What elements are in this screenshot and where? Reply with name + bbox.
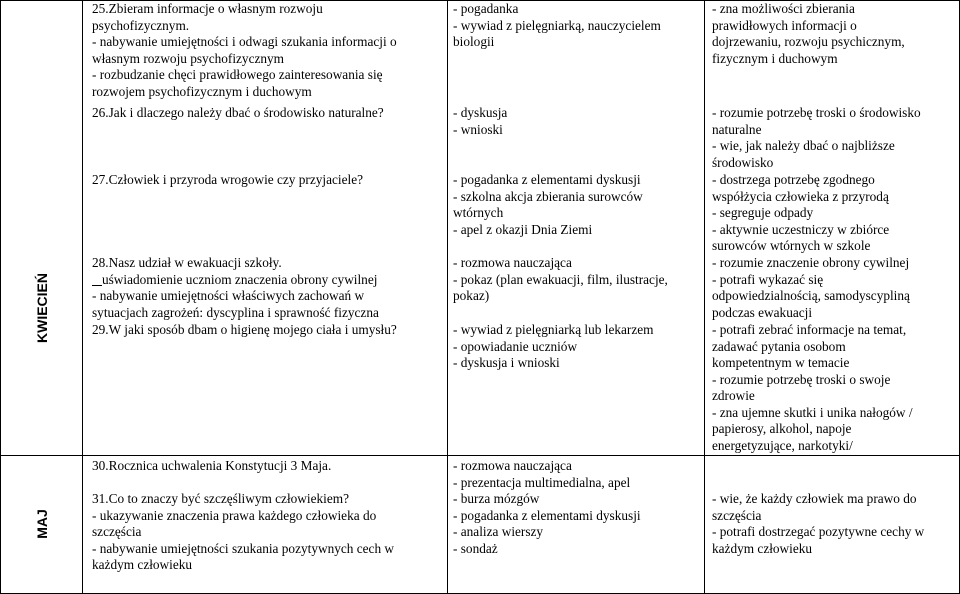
methods-cell: [453, 105, 507, 138]
outcome-item: współżycia człowieka z przyrodą: [712, 188, 889, 204]
outcome-item: - segreguje odpady: [712, 205, 814, 220]
outcome-item: - wie, jak należy dbać o najbliższe: [712, 138, 895, 153]
method-item: - analiza wierszy: [453, 524, 544, 539]
column-divider: [704, 0, 705, 594]
method-item: - wywiad z pielęgniarką, nauczycielem: [453, 17, 661, 33]
outcome-item: energetyzujące, narkotyki/: [712, 437, 853, 453]
outcome-item: środowisko: [712, 154, 774, 170]
outcome-item: prawidłowych informacji o: [712, 17, 857, 33]
outcome-item: kompetentnym w temacie: [712, 355, 850, 370]
outcome-item: każdym człowieku: [712, 540, 813, 556]
outcomes-cell: [712, 491, 924, 557]
outcome-item: fizycznym i duchowym: [712, 50, 838, 66]
dash-underline: ​: [92, 271, 102, 287]
outcome-item: - zna ujemne skutki i unika nałogów /: [712, 404, 913, 420]
topic-cell: [92, 172, 363, 189]
outcome-item: szczęścia: [712, 507, 762, 523]
methods-cell: [453, 322, 653, 372]
topic-title: 29.W jaki sposób dbam o higienę mojego ciała i umysłu?: [92, 322, 397, 337]
methods-cell: [453, 255, 668, 305]
method-item: - rozmowa nauczająca: [453, 255, 572, 270]
outcome-item: - rozumie potrzebę troski o środowisko: [712, 105, 921, 120]
outcome-item: - zna możliwości zbierania: [712, 1, 855, 16]
outcomes-cell: [712, 105, 921, 171]
topic-title: 30.Rocznica uchwalenia Konstytucji 3 Maja.: [92, 458, 332, 473]
topic-line: [92, 272, 379, 289]
outcome-item: podczas ewakuacji: [712, 304, 813, 320]
method-item: - rozmowa nauczająca: [453, 458, 572, 473]
outcome-item: - rozumie potrzebę troski o swoje: [712, 371, 891, 387]
month-label-april: KWIECIEŃ: [34, 273, 50, 343]
outcome-item: - potrafi zebrać informacje na temat,: [712, 322, 907, 337]
outcome-item: papierosy, alkohol, napoje: [712, 421, 852, 436]
outcome-item: - rozumie znaczenie obrony cywilnej: [712, 255, 910, 270]
method-item: - sondaż: [453, 540, 498, 556]
column-divider: [82, 0, 83, 594]
method-item: - opowiadanie uczniów: [453, 338, 578, 354]
topic-cell: [92, 255, 379, 321]
topic-line: psychofizycznym.: [92, 17, 190, 33]
month-label-may: MAJ: [34, 509, 50, 539]
method-item: wtórnych: [453, 205, 504, 220]
outcome-item: surowców wtórnych w szkole: [712, 238, 871, 253]
outcomes-cell: [712, 172, 889, 255]
outcome-item: odpowiedzialnością, samodyscypliną: [712, 288, 910, 303]
topic-title: 31.Co to znaczy być szczęśliwym człowiekiem?: [92, 491, 349, 506]
topic-title: 25.Zbieram informacje o własnym rozwoju: [92, 1, 323, 16]
outcome-item: - wie, że każdy człowiek ma prawo do: [712, 491, 917, 506]
method-item: - apel z okazji Dnia Ziemi: [453, 221, 593, 237]
methods-cell: [453, 458, 630, 491]
topic-line: - nabywanie umiejętności właściwych zachowań w: [92, 288, 365, 303]
topic-title: 27.Człowiek i przyroda wrogowie czy przyjaciele?: [92, 172, 363, 187]
outcome-item: zadawać pytania osobom: [712, 338, 846, 354]
methods-cell: [453, 172, 643, 238]
outcome-item: zdrowie: [712, 388, 755, 403]
topic-line: - nabywanie umiejętności i odwagi szukania informacji o: [92, 34, 397, 49]
method-item: - burza mózgów: [453, 491, 540, 506]
topic-line: - nabywanie umiejętności szukania pozytywnych cech w: [92, 540, 395, 556]
topic-cell: [92, 1, 397, 100]
method-item: - dyskusja i wnioski: [453, 355, 560, 370]
method-item: - prezentacja multimedialna, apel: [453, 474, 631, 490]
outcomes-cell: [712, 322, 913, 454]
method-item: - pogadanka z elementami dyskusji: [453, 172, 641, 187]
outcome-item: - aktywnie uczestniczy w zbiórce: [712, 221, 890, 237]
topic-line: szczęścia: [92, 524, 142, 539]
column-divider: [447, 0, 448, 594]
topic-title: 26.Jak i dlaczego należy dbać o środowisko naturalne?: [92, 105, 384, 120]
topic-cell: [92, 458, 331, 475]
topic-line: własnym rozwoju psychofizycznym: [92, 50, 285, 66]
method-item: - pogadanka: [453, 1, 519, 16]
topic-line: - rozbudzanie chęci prawidłowego zainteresowania się: [92, 67, 383, 82]
topic-line: rozwojem psychofizycznym i duchowym: [92, 83, 312, 99]
topic-line: każdym człowieku: [92, 557, 193, 572]
topic-cell: [92, 105, 384, 122]
topic-line: - ukazywanie znaczenia prawa każdego człowieka do: [92, 507, 377, 523]
outcome-item: - potrafi wykazać się: [712, 271, 824, 287]
method-item: biologii: [453, 34, 495, 49]
method-item: - szkolna akcja zbierania surowców: [453, 188, 643, 204]
topic-title: 28.Nasz udział w ewakuacji szkoły.: [92, 255, 282, 270]
outcome-item: naturalne: [712, 121, 762, 137]
topic-line-text: uświadomienie uczniom znaczenia obrony cywilnej: [101, 271, 378, 287]
outcomes-cell: [712, 1, 905, 67]
topic-cell: [92, 491, 394, 574]
method-item: - wnioski: [453, 121, 503, 137]
method-item: - pogadanka z elementami dyskusji: [453, 507, 641, 523]
outcome-item: dojrzewaniu, rozwoju psychicznym,: [712, 34, 905, 49]
methods-cell: [453, 491, 641, 557]
outcome-item: - potrafi dostrzegać pozytywne cechy w: [712, 524, 925, 539]
outcomes-cell: [712, 255, 910, 321]
month-divider: [0, 455, 960, 456]
outcome-item: - dostrzega potrzebę zgodnego: [712, 172, 875, 187]
topic-line: sytuacjach zagrożeń: dyscyplina i sprawność fizyczna: [92, 304, 379, 320]
topic-cell: [92, 322, 397, 339]
method-item: - wywiad z pielęgniarką lub lekarzem: [453, 322, 654, 337]
methods-cell: [453, 1, 661, 51]
method-item: - dyskusja: [453, 105, 508, 120]
table-border-left: [0, 0, 1, 594]
method-item: pokaz): [453, 288, 490, 303]
method-item: - pokaz (plan ewakuacji, film, ilustracje,: [453, 271, 668, 287]
